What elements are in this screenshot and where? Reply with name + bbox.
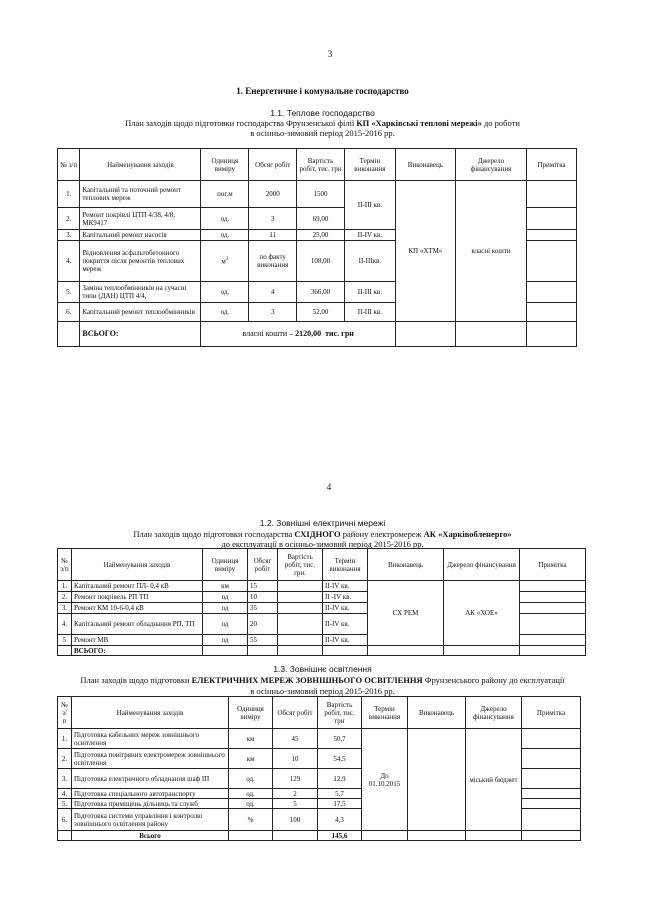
row-number: 1. (58, 729, 72, 749)
total-empty (408, 831, 466, 841)
row-note (520, 635, 586, 646)
row-number: 3. (58, 769, 72, 789)
row-name: Ремонт МВ (72, 635, 203, 646)
row-cost: 17,5 (318, 799, 362, 809)
row-cost: 52,00 (297, 303, 345, 322)
col-term: Термін виконання (362, 697, 408, 729)
col-volume: Обсяг робіт (273, 697, 318, 729)
plan-heading-pre: План заходів щодо підготовки (80, 675, 192, 685)
row-note (527, 303, 577, 322)
total-row (58, 646, 586, 656)
row-name: Підготовка електричного обладнання шаф ІП (72, 769, 229, 789)
row-cost: 108,00 (297, 241, 345, 282)
col-executor: Виконавець (395, 149, 455, 181)
executor-cell (408, 729, 466, 831)
col-number: № з/п (58, 149, 80, 181)
row-volume: 45 (273, 729, 318, 749)
row-note (527, 230, 577, 241)
row-unit: од. (229, 799, 273, 809)
table-row (58, 729, 581, 749)
col-term: Термін виконання (323, 549, 368, 581)
row-term: II-III кв. (344, 181, 395, 230)
total-row (58, 831, 581, 841)
row-cost (278, 592, 323, 603)
term-cell: До 01.10.2015 (362, 729, 408, 831)
col-executor: Виконавець (408, 697, 466, 729)
total-empty (520, 646, 586, 656)
row-unit: од. (229, 769, 273, 789)
row-number: 6. (58, 303, 80, 322)
total-empty (58, 831, 72, 841)
row-volume: 15 (248, 581, 278, 592)
row-name: Підготовка приміщень дільниць та служб (72, 799, 229, 809)
col-volume: Обсяг робіт (249, 149, 297, 181)
row-note (520, 603, 586, 614)
row-volume: 10 (273, 749, 318, 769)
row-number: 3. (58, 603, 72, 614)
col-cost: Вартість робіт, тис. грн (318, 697, 362, 729)
total-empty (444, 646, 520, 656)
col-funding: Джерело фінансування (455, 149, 526, 181)
total-empty (248, 646, 278, 656)
row-volume: 100 (273, 809, 318, 831)
plan-heading-pre: План заходів щодо підготовки господарства (133, 529, 295, 539)
row-name: Підготовка кабельних мереж зовнішнього освітлення (72, 729, 229, 749)
row-note (527, 181, 577, 208)
row-volume: 20 (248, 614, 278, 635)
row-name: Капітальний ремонт обладнання РП, ТП (72, 614, 203, 635)
row-unit: км (229, 729, 273, 749)
total-empty (323, 646, 368, 656)
col-name: Найменування заходів (72, 549, 203, 581)
row-volume: 5 (273, 799, 318, 809)
row-name: Заміна теплообмінників на сучасні типи (ДАН) ЦТП 4/4, (80, 282, 201, 303)
row-note (522, 809, 581, 831)
row-name: Ремонт покрівель РП ТП (72, 592, 203, 603)
row-unit: % (229, 809, 273, 831)
col-name: Найменування заходів (72, 697, 229, 729)
total-empty (455, 322, 526, 347)
row-number: 4. (58, 614, 72, 635)
row-note (522, 799, 581, 809)
row-volume: 11 (249, 230, 297, 241)
row-volume: 55 (248, 635, 278, 646)
row-unit: од. (201, 282, 249, 303)
unit-sup: 2 (225, 257, 229, 263)
total-empty (203, 646, 248, 656)
row-name: Підготовка системи управління і контролю зовнішнього освітлення району (72, 809, 229, 831)
row-name: Капітальний та поточний ремонт теплових мереж (80, 181, 201, 208)
row-number: 5. (58, 282, 80, 303)
col-cost: Вартість робіт, тис. грн. (278, 549, 323, 581)
row-term: II-IIIкв. (344, 241, 395, 282)
row-name: Ремонт КМ 10-6-0,4 кВ (72, 603, 203, 614)
row-note (522, 729, 581, 749)
executor-cell: КП «ХТМ» (395, 181, 455, 322)
col-unit: Одиниця виміру (201, 149, 249, 181)
plan-heading (0, 118, 645, 129)
row-cost: 12,9 (318, 769, 362, 789)
subsection-title: 1.3. Зовнішнє освітлення (273, 664, 372, 674)
row-cost: 69,00 (297, 208, 345, 230)
total-value-cell (201, 322, 395, 347)
total-empty (273, 831, 318, 841)
row-unit: од (203, 635, 248, 646)
plan-heading-pre: План заходів щодо підготовки господарства Фрунзенської філії (125, 118, 357, 128)
row-note (520, 592, 586, 603)
electric-table-header (58, 549, 586, 581)
col-cost: Вартість робіт, тис. грн (297, 149, 345, 181)
row-number: 4. (58, 789, 72, 799)
page-number: 3 (327, 49, 333, 59)
row-term: II-IV кв. (323, 635, 368, 646)
row-cost: 4,3 (318, 809, 362, 831)
total-empty (362, 831, 408, 841)
total-empty (522, 831, 581, 841)
subsection-title: 1.1. Теплове господарство (270, 108, 375, 118)
row-note (527, 241, 577, 282)
row-number: 5. (58, 799, 72, 809)
row-note (522, 749, 581, 769)
plan-heading-org: АК «Харківобленерго» (423, 529, 512, 539)
electric-table (57, 548, 586, 656)
total-empty (58, 646, 72, 656)
subsection-title: 1.2. Зовнішні електричні мережі (259, 518, 386, 528)
row-unit: пог.м (201, 181, 249, 208)
row-cost: 50,7 (318, 729, 362, 749)
row-name: Ремонт покрівлі ЦТП 4/38, 4/8, МК9417 (80, 208, 201, 230)
row-term: II-IV кв. (344, 230, 395, 241)
row-number: 5 (58, 635, 72, 646)
page-number: 4 (326, 482, 332, 492)
row-volume: 3 (249, 208, 297, 230)
col-term: Термін виконання (344, 149, 395, 181)
total-label: Всього (72, 831, 229, 841)
total-empty (229, 831, 273, 841)
executor-cell: СХ РЕМ (368, 581, 444, 646)
row-name: Капітальний ремонт ПЛ- 0,4 кВ (72, 581, 203, 592)
plan-heading-district: СХІДНОГО (294, 529, 341, 539)
row-number: 1. (58, 181, 80, 208)
row-unit: од. (229, 789, 273, 799)
row-note (522, 789, 581, 799)
row-unit: од (203, 603, 248, 614)
total-row (58, 322, 577, 347)
row-name: Підготовка спеціального автотранспорту (72, 789, 229, 799)
row-name: Капітальний ремонт насосів (80, 230, 201, 241)
plan-heading-org: КП «Харківські теплові мережі» (356, 118, 482, 128)
col-number: № з/п (58, 549, 72, 581)
row-unit: од. (201, 303, 249, 322)
funding-cell: міський бюджет (466, 729, 522, 831)
col-note: Примітка (520, 549, 586, 581)
plan-heading-post: до роботи (481, 118, 520, 128)
row-volume: 2000 (249, 181, 297, 208)
row-unit (201, 241, 249, 282)
row-unit: од. (201, 230, 249, 241)
row-cost: 366,00 (297, 282, 345, 303)
col-note: Примітка (522, 697, 581, 729)
table-row (58, 181, 577, 208)
total-empty (527, 322, 577, 347)
row-cost: 25,00 (297, 230, 345, 241)
total-empty (278, 646, 323, 656)
total-empty (395, 322, 455, 347)
total-unit: тис. грн (325, 329, 354, 338)
funding-cell: АК «ХОЕ» (444, 581, 520, 646)
total-empty (368, 646, 444, 656)
row-unit: од (203, 592, 248, 603)
plan-heading (0, 529, 645, 540)
lighting-table (57, 696, 581, 841)
row-unit: км (229, 749, 273, 769)
total-pre: власні кошти – (242, 329, 296, 338)
col-unit: Одиниця виміру (229, 697, 273, 729)
lighting-table-header (58, 697, 581, 729)
plan-period: в осінньо-зимовий період 2015-2016 рр. (250, 128, 395, 138)
row-cost: 1500 (297, 181, 345, 208)
total-label: ВСЬОГО: (80, 322, 201, 347)
table-row (58, 581, 586, 592)
plan-heading-org: ЕЛЕКТРИЧНИХ МЕРЕЖ ЗОВНІШНЬОГО ОСВІТЛЕННЯ (191, 675, 423, 685)
row-unit: од. (201, 208, 249, 230)
plan-heading (0, 675, 645, 686)
plan-period: до експлуатації в осінньо-зимовий період 2015-2016 рр. (221, 539, 424, 549)
row-unit: од (203, 614, 248, 635)
col-note: Примітка (527, 149, 577, 181)
row-term: II-IV кв. (323, 581, 368, 592)
row-number: 2. (58, 208, 80, 230)
section-title: 1. Енергетичне і комунальне господарство (236, 86, 409, 96)
row-cost: 5,7 (318, 789, 362, 799)
row-number: 3. (58, 230, 80, 241)
row-volume: 4 (249, 282, 297, 303)
plan-heading-mid: району електромереж (340, 529, 424, 539)
total-label: ВСЬОГО: (72, 646, 203, 656)
row-cost (278, 614, 323, 635)
row-cost (278, 603, 323, 614)
row-number: 1. (58, 581, 72, 592)
row-volume: 35 (248, 603, 278, 614)
heat-table-header (58, 149, 577, 181)
plan-heading-post: Фрунзенського району до експлуатації (422, 675, 565, 685)
row-cost (278, 581, 323, 592)
row-number: 2. (58, 749, 72, 769)
row-volume: 2 (273, 789, 318, 799)
heat-table (57, 148, 577, 347)
plan-period: в осінньо-зимовий період 2015-2016 рр. (250, 686, 395, 696)
row-cost: 54,5 (318, 749, 362, 769)
row-note (527, 282, 577, 303)
col-volume: Обсяг робіт (248, 549, 278, 581)
row-number: 2. (58, 592, 72, 603)
total-empty (58, 322, 80, 347)
row-cost (278, 635, 323, 646)
row-number: 6. (58, 809, 72, 831)
row-term: II-III кв. (344, 303, 395, 322)
row-name: Підготовка повітряних електромереж зовнішнього освітлення (72, 749, 229, 769)
unit-text: м (221, 257, 226, 266)
col-executor: Виконавець (368, 549, 444, 581)
row-unit: км (203, 581, 248, 592)
row-number: 4. (58, 241, 80, 282)
total-value: 145,6 (318, 831, 362, 841)
row-note (520, 581, 586, 592)
col-number: № з/ п (58, 697, 72, 729)
row-name: Відновлення асфальтобетонного покриття після ремонтів теплових мереж (80, 241, 201, 282)
col-unit: Одиниця виміру (203, 549, 248, 581)
row-note (520, 614, 586, 635)
row-volume: 10 (248, 592, 278, 603)
total-empty (466, 831, 522, 841)
row-note (527, 208, 577, 230)
row-term: II-IV кв. (323, 614, 368, 635)
row-volume: по факту виконання (249, 241, 297, 282)
row-term: II -IV кв. (323, 592, 368, 603)
funding-cell: власні кошти (455, 181, 526, 322)
row-note (522, 769, 581, 789)
row-term: II-IV кв. (323, 603, 368, 614)
row-name: Капітальний ремонт теплообмінників (80, 303, 201, 322)
col-funding: Джерело фінансування (444, 549, 520, 581)
total-value: 2120,00 (295, 329, 322, 338)
row-volume: 3 (249, 303, 297, 322)
col-name: Найменування заходів (80, 149, 201, 181)
col-funding: Джерело фінансування (466, 697, 522, 729)
row-term: II-III кв. (344, 282, 395, 303)
row-volume: 129 (273, 769, 318, 789)
